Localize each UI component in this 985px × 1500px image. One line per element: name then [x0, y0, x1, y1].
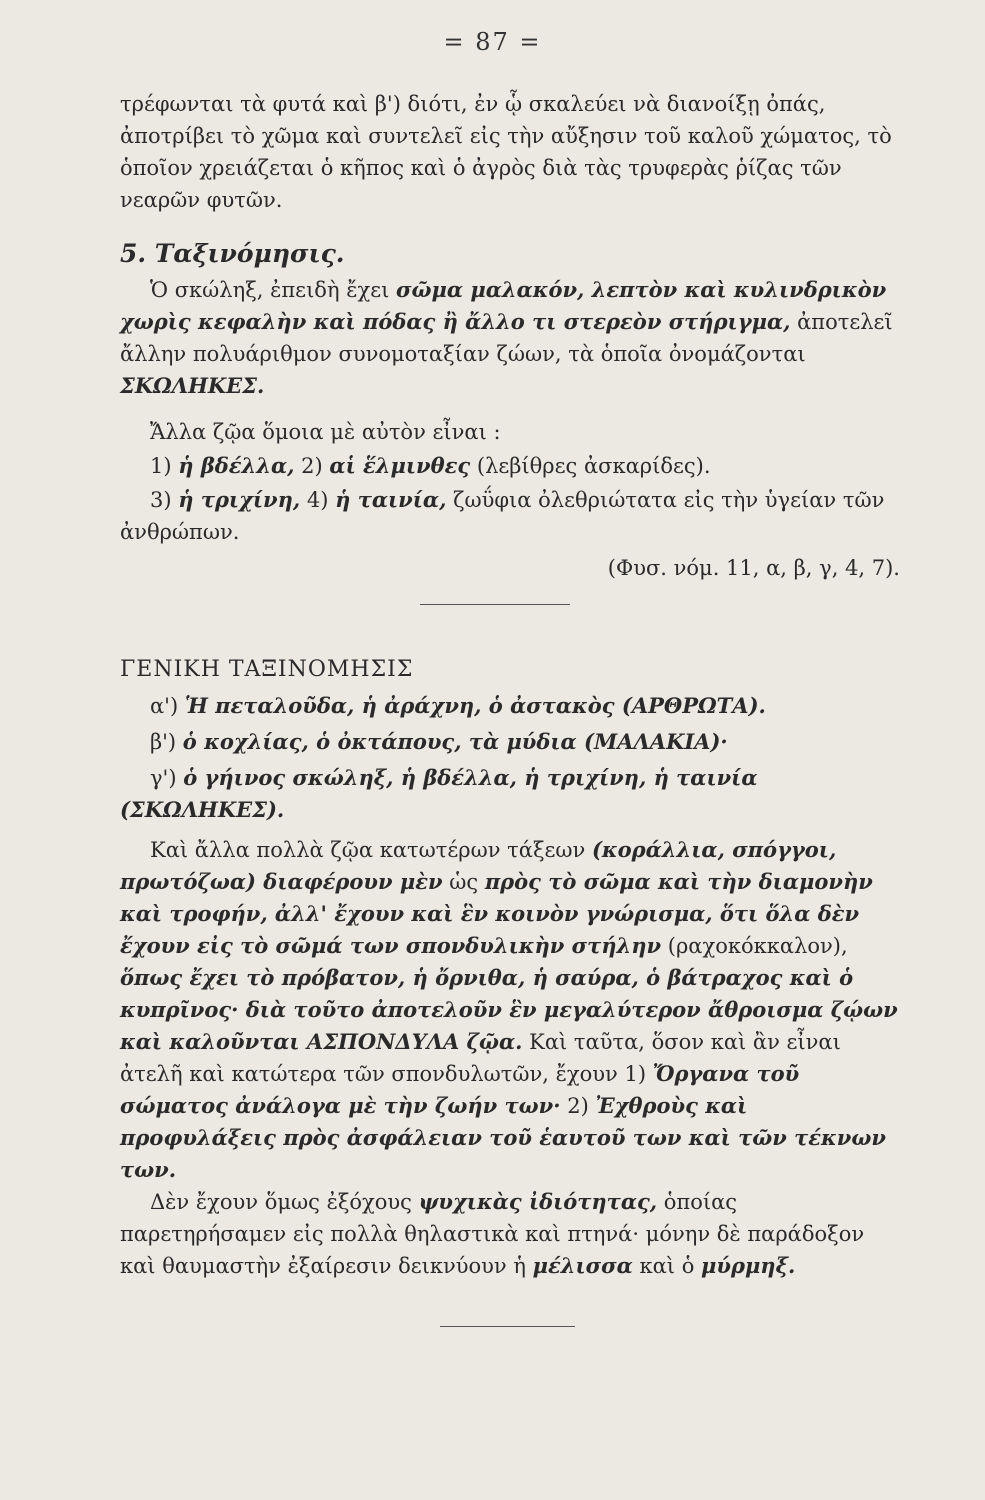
class-a-num: α')	[150, 694, 179, 718]
final-text-f: μύρμηξ.	[701, 1253, 796, 1278]
final-text-e: καὶ ὁ	[639, 1254, 695, 1278]
list-num-2: 2)	[301, 454, 323, 478]
lower-text-h: Ὄργανα τοῦ σώματος ἀνάλογα μὲ τὴν ζωήν των·	[120, 1061, 800, 1118]
page-number: = 87 =	[443, 28, 542, 56]
class-c-text: ὁ γήινος σκώληξ, ἡ βδέλλα, ἡ τριχίνη, ἡ ταινία (ΣΚΩΛΗΚΕΣ).	[120, 765, 758, 822]
class-b	[120, 726, 900, 758]
class-b-text: ὁ κοχλίας, ὁ ὀκτάπους, τὰ μύδια (ΜΑΛΑΚΙΑ)·	[182, 729, 728, 754]
list-item-tapeworm: ἡ ταινία,	[335, 487, 447, 512]
class-b-num: β')	[150, 730, 177, 754]
class-c	[120, 762, 900, 826]
general-classification-title: ΓΕΝΙΚΗ ΤΑΞΙΝΟΜΗΣΙΣ	[120, 657, 414, 682]
list-item-trichina: ἡ τριχίνη,	[178, 487, 301, 512]
list-item-leech: ἡ βδέλλα,	[178, 453, 295, 478]
worm-paragraph	[120, 274, 900, 402]
lower-text-c: ὡς	[449, 870, 479, 894]
worm-text-a: Ὁ σκώληξ, ἐπειδὴ ἔχει	[150, 278, 390, 302]
section-heading: 5. Ταξινόμησις.	[120, 239, 345, 268]
worm-text-d: ΣΚΩΛΗΚΕΣ.	[120, 373, 265, 398]
worm-text-c: ἀποτελεῖ ἄλλην πολυάριθμον συνομοταξίαν ζώων, τὰ ὁποῖα ὀνομάζονται	[120, 310, 893, 366]
bottom-rule	[440, 1326, 575, 1327]
list-item-note: ζωΰφια ὀλεθριώτατα εἰς τὴν ὑγείαν τῶν ἀνθρώπων.	[120, 488, 885, 544]
intro-paragraph: τρέφωνται τὰ φυτά καὶ β') διότι, ἐν ᾧ σκαλεύει νὰ διανοίξῃ ὀπάς, ἀποτρίβει τὸ χῶμα καὶ συντελεῖ εἰς τὴν αὔξησιν τοῦ καλοῦ χώματος, τὸ ὁποῖον χρειάζεται ὁ κῆπος καὶ ὁ ἀγρὸς διὰ τὰς τρυφερὰς ῥίζας τῶν νεαρῶν φυτῶν.	[120, 92, 892, 212]
lower-text-g: Καὶ ταῦτα, ὅσον καὶ ἂν εἶναι ἀτελῆ καὶ κατώτερα τῶν σπονδυλωτῶν, ἔχουν 1)	[120, 1030, 841, 1086]
lower-text-f: ὅπως ἔχει τὸ πρόβατον, ἡ ὄρνιθα, ἡ σαύρα, ὁ βάτραχος καὶ ὁ κυπρῖνος· διὰ τοῦτο ἀποτελοῦν ἓν μεγαλύτερον ἄθροισμα ζῴων καὶ καλοῦνται ΑΣΠΟΝΔΥΛΑ ζῷα.	[120, 965, 898, 1054]
lower-animals-paragraph	[120, 834, 900, 1186]
list-item-helminths: αἱ ἕλμινθες	[329, 453, 471, 478]
worm-text-b: σῶμα μαλακόν, λεπτὸν καὶ κυλινδρικὸν χωρὶς κεφαλὴν καὶ πόδας ἢ ἄλλο τι στερεὸν στήριγμα,	[120, 277, 887, 334]
final-text-c: ὁποίας παρετηρήσαμεν εἰς πολλὰ θηλαστικὰ καὶ πτηνά· μόνην δὲ παράδοξον καὶ θαυμαστὴν ἐξαίρεσιν δεικνύουν ἡ	[120, 1190, 865, 1278]
final-text-b: ψυχικὰς ἰδιότητας,	[418, 1189, 658, 1214]
lower-text-b: (κοράλλια, σπόγγοι, πρωτόζωα) διαφέρουν μὲν	[120, 837, 837, 894]
lower-text-d: πρὸς τὸ σῶμα καὶ τὴν διαμονὴν καὶ τροφήν, ἀλλ' ἔχουν καὶ ἓν κοινὸν γνώρισμα, ὅτι ὅλα δὲν ἔχουν εἰς τὸ σῶμά των σπονδυλικὴν στήλην	[120, 869, 873, 958]
lower-text-a: Καὶ ἄλλα πολλὰ ζῷα κατωτέρων τάξεων	[150, 838, 586, 862]
divider-rule	[420, 604, 570, 605]
list-line-2	[120, 484, 900, 548]
list-line-1	[120, 450, 900, 482]
final-text-d: μέλισσα	[532, 1253, 633, 1278]
lower-text-e: (ραχοκόκκαλον),	[667, 934, 848, 958]
lower-text-j: Ἐχθροὺς καὶ προφυλάξεις πρὸς ἀσφάλειαν τοῦ ἑαυτοῦ των καὶ τῶν τέκνων των.	[120, 1093, 886, 1182]
class-a-text: Ἡ πεταλοῦδα, ἡ ἀράχνη, ὁ ἀστακὸς (ΑΡΘΡΩΤΑ).	[184, 693, 766, 718]
citation: (Φυσ. νόμ. 11, α, β, γ, 4, 7).	[607, 556, 900, 580]
list-num-1: 1)	[150, 454, 172, 478]
lower-text-i: 2)	[567, 1094, 589, 1118]
similar-line: Ἄλλα ζῷα ὅμοια μὲ αὐτὸν εἶναι :	[150, 420, 501, 444]
class-c-num: γ')	[150, 766, 177, 790]
list-num-4: 4)	[306, 488, 329, 512]
list-num-3: 3)	[150, 488, 172, 512]
final-text-a: Δὲν ἔχουν ὅμως ἐξόχους	[150, 1190, 412, 1214]
list-item-helminths-note: (λεβίθρες ἀσκαρίδες).	[476, 454, 711, 478]
class-a	[120, 690, 900, 722]
final-paragraph	[120, 1186, 900, 1282]
